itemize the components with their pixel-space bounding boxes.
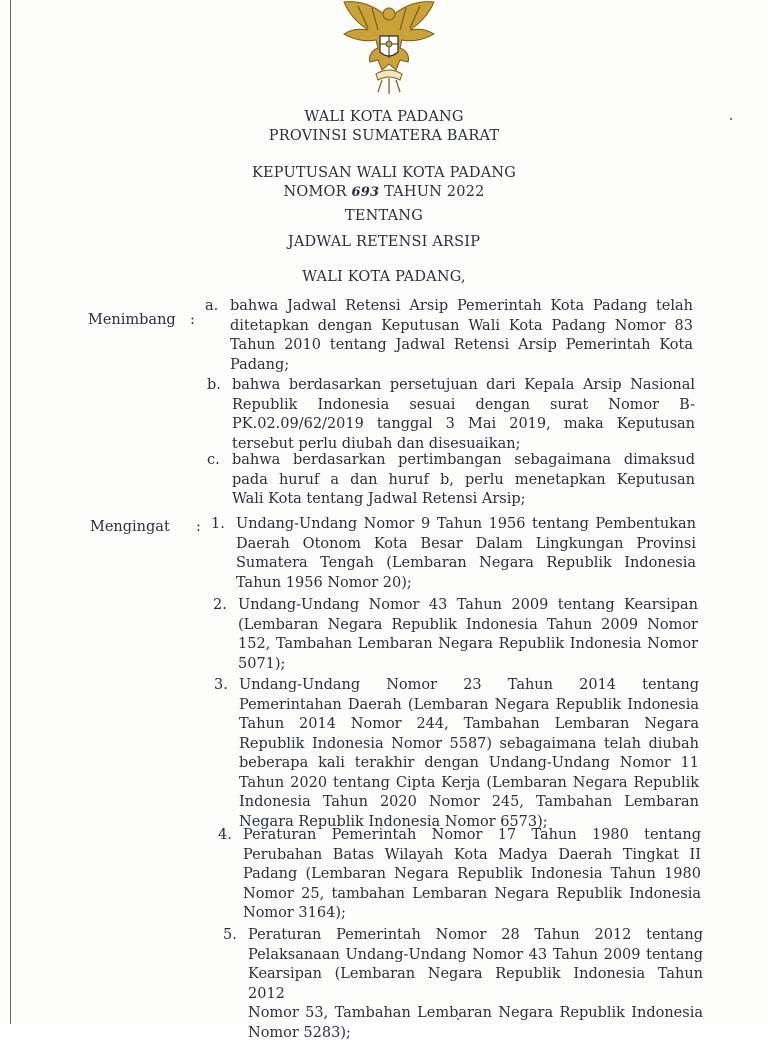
item-line: Tahun 1956 Nomor 20); [236,574,696,594]
decree-title: KEPUTUSAN WALI KOTA PADANG [0,164,768,183]
item-line: 5071); [238,655,698,675]
decree-issuer: WALI KOTA PADANG, [0,268,768,287]
item-line: Perubahan Batas Wilayah Kota Madya Daerah Tingkat II [243,846,701,866]
item-marker: 2. [213,596,227,616]
item-line: Pemerintahan Daerah (Lembaran Negara Republik Indonesia [239,696,699,716]
item-line: pada huruf a dan huruf b, perlu menetapkan Keputusan [232,471,695,491]
decree-about: TENTANG [0,207,768,226]
item-line: Peraturan Pemerintah Nomor 28 Tahun 2012 tentang [248,926,703,946]
menimbang-item-c [232,451,695,510]
item-marker: 4. [218,826,232,846]
mengingat-item-5 [248,926,703,1043]
item-marker: 3. [214,676,228,696]
item-line: Padang; [230,356,693,376]
item-line: Pelaksanaan Undang-Undang Nomor 43 Tahun 2009 tentang [248,946,703,966]
item-line: Undang-Undang Nomor 23 Tahun 2014 tentang [239,676,699,696]
item-line: PK.02.09/62/2019 tanggal 3 Mai 2019, maka Keputusan [232,415,695,435]
item-line: 152, Tambahan Lembaran Negara Republik Indonesia Nomor [238,635,698,655]
item-line: Undang-Undang Nomor 43 Tahun 2009 tentang Kearsipan [238,596,698,616]
item-line: Padang (Lembaran Negara Republik Indonesia Tahun 1980 [243,865,701,885]
item-line: Tahun 2014 Nomor 244, Tambahan Lembaran Negara [239,715,699,735]
item-line: Undang-Undang Nomor 9 Tahun 1956 tentang Pembentukan [236,515,696,535]
menimbang-item-a [230,297,693,375]
decree-year: TAHUN 2022 [384,184,484,200]
item-line: tersebut perlu diubah dan disesuaikan; [232,435,695,455]
item-line: beberapa kali terakhir dengan Undang-Undang Nomor 11 [239,754,699,774]
item-line: ditetapkan dengan Keputusan Wali Kota Padang Nomor 83 [230,317,693,337]
item-line: Indonesia Tahun 2020 Nomor 245, Tambahan Lembaran [239,793,699,813]
item-line: Kearsipan (Lembaran Negara Republik Indonesia Tahun 2012 [248,965,703,1004]
item-line: Sumatera Tengah (Lembaran Negara Republik Indonesia [236,554,696,574]
header-line-2: PROVINSI SUMATERA BARAT [0,127,768,146]
item-line: Tahun 2010 tentang Jadwal Retensi Arsip Pemerintah Kota [230,336,693,356]
item-line: bahwa berdasarkan pertimbangan sebagaimana dimaksud [232,451,695,471]
scan-edge-line [10,0,11,1024]
item-line: Nomor 53, Tambahan Lembaran Negara Republik Indonesia [248,1004,703,1024]
item-line: Daerah Otonom Kota Besar Dalam Lingkungan Provinsi [236,535,696,555]
item-line: Wali Kota tentang Jadwal Retensi Arsip; [232,490,695,510]
item-marker: b. [207,376,221,396]
mengingat-item-3 [239,676,699,832]
garuda-emblem-icon [338,0,440,95]
mengingat-item-1 [236,515,696,593]
item-marker: a. [205,297,218,317]
mengingat-item-4 [243,826,701,924]
menimbang-colon: : [190,312,195,328]
decree-subject: JADWAL RETENSI ARSIP [0,233,768,252]
item-line: Republik Indonesia Nomor 5587) sebagaimana telah diubah [239,735,699,755]
item-line: Republik Indonesia sesuai dengan surat Nomor B- [232,396,695,416]
mengingat-label: Mengingat [90,519,170,535]
item-line: Nomor 25, tambahan Lembaran Negara Republik Indonesia [243,885,701,905]
item-line: (Lembaran Negara Republik Indonesia Tahun 2009 Nomor [238,616,698,636]
item-line: bahwa berdasarkan persetujuan dari Kepala Arsip Nasional [232,376,695,396]
item-marker: 5. [223,926,237,946]
item-marker: 1. [211,515,225,535]
item-line: Peraturan Pemerintah Nomor 17 Tahun 1980 tentang [243,826,701,846]
header-line-1: WALI KOTA PADANG [0,108,768,127]
menimbang-label: Menimbang [88,312,176,328]
item-marker: c. [207,451,220,471]
handwritten-number: 693 [352,185,380,200]
mengingat-item-2 [238,596,698,674]
decree-number [0,183,768,202]
item-line: Nomor 5283); [248,1024,703,1043]
item-line: Nomor 3164); [243,904,701,924]
item-line: bahwa Jadwal Retensi Arsip Pemerintah Kota Padang telah [230,297,693,317]
item-line: Tahun 2020 tentang Cipta Kerja (Lembaran Negara Republik [239,774,699,794]
mengingat-colon: : [196,519,201,535]
number-prefix: NOMOR [283,184,346,200]
item-line: Negara Republik Indonesia Nomor 6573); [239,813,699,833]
menimbang-item-b [232,376,695,454]
